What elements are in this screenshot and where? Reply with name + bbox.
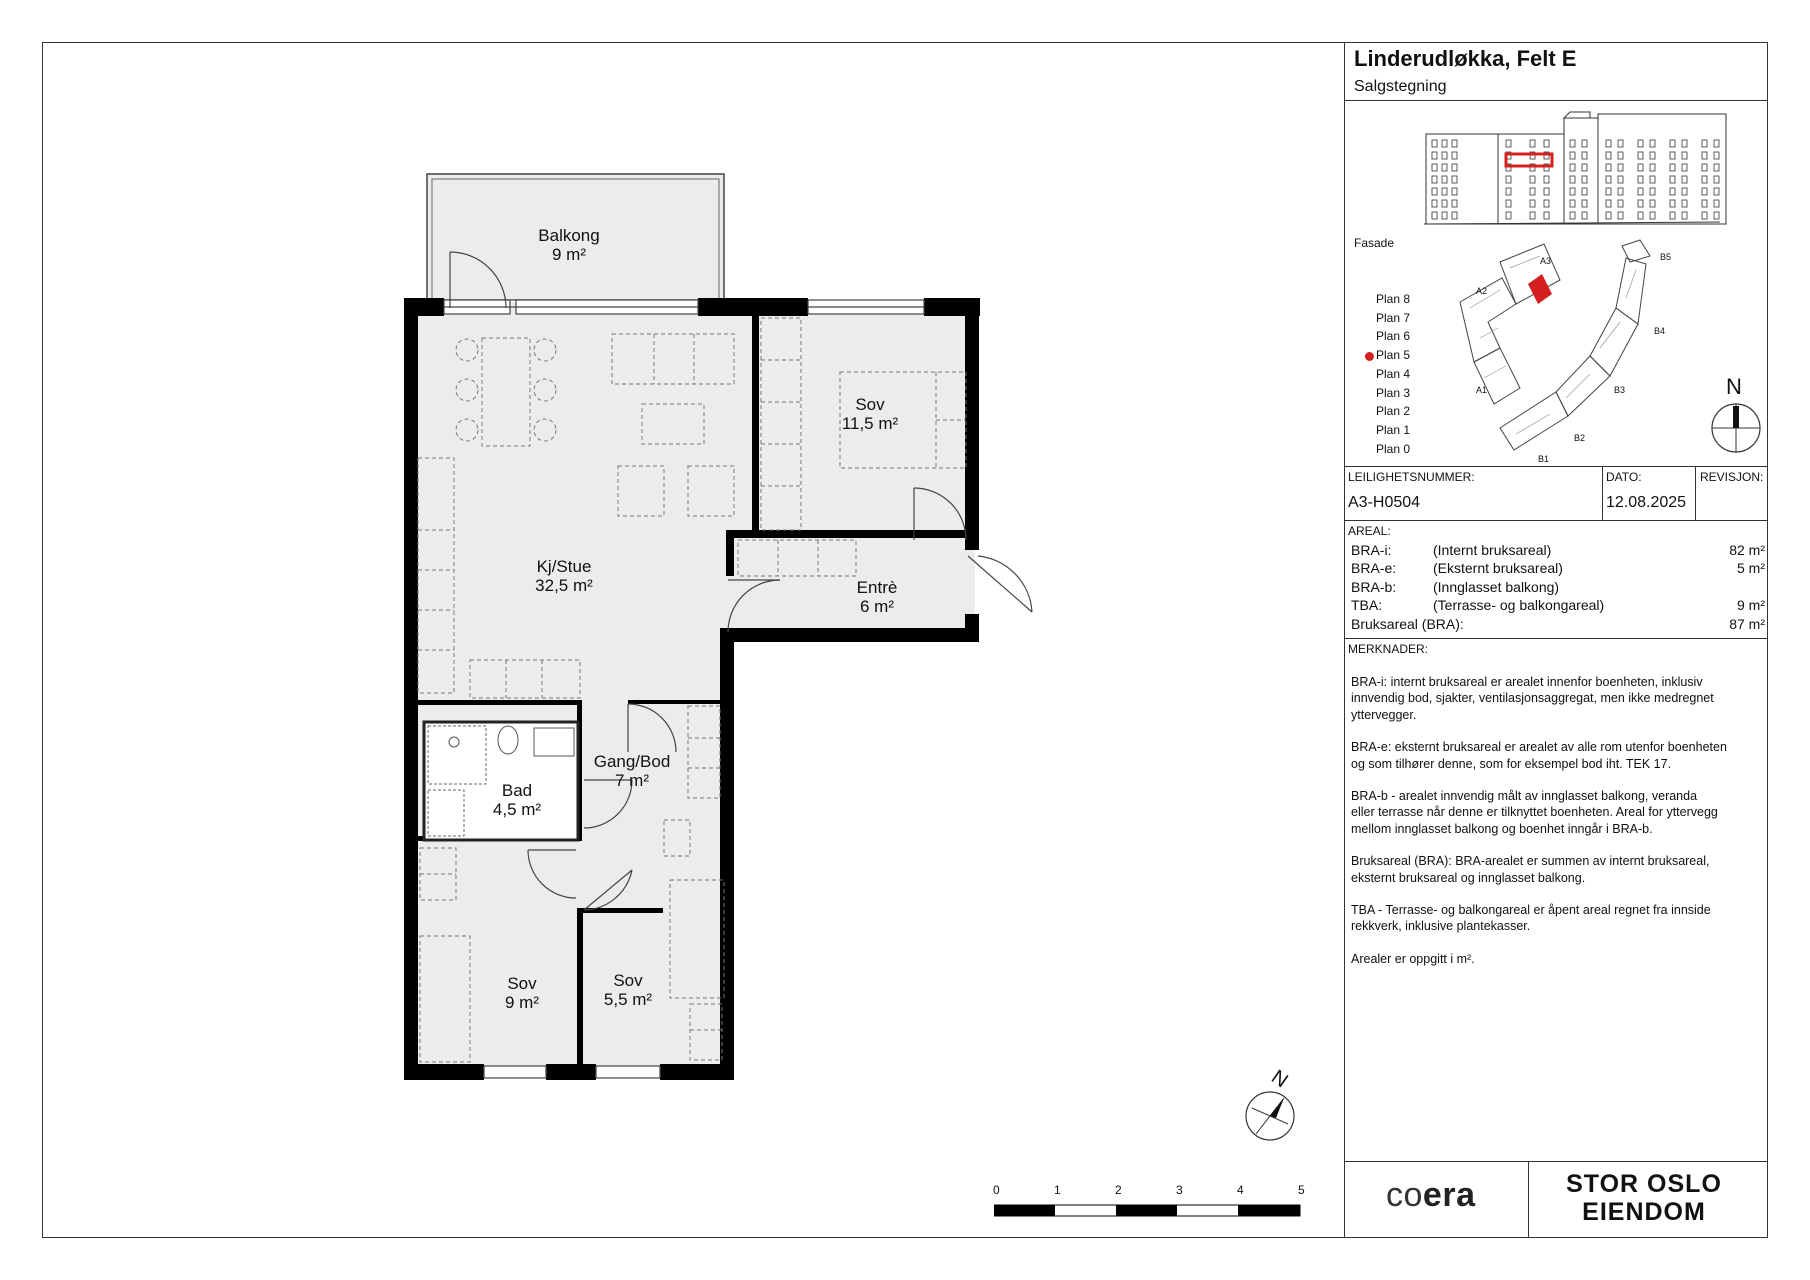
area-value: 9 m² <box>1737 597 1765 614</box>
note-line: og som tilhører denne, som for eksempel bod iht. TEK 17. <box>1351 756 1672 771</box>
room-label-sov3 <box>604 971 652 1009</box>
room-name: Balkong <box>538 226 600 245</box>
building-label-b3: B3 <box>1614 385 1626 395</box>
note-paragraph <box>1351 902 1727 935</box>
room-name: Sov <box>855 395 885 414</box>
building-label-b5: B5 <box>1660 252 1672 262</box>
room-name: Entrè <box>856 578 898 597</box>
note-line: Bruksareal (BRA): BRA-arealet er summen av internt bruksareal, <box>1351 854 1710 869</box>
scale-tick-1: 1 <box>1054 1183 1061 1197</box>
area-total-value: 87 m² <box>1729 615 1765 632</box>
area-row <box>1351 541 1765 559</box>
storoslo-logo-line2: EIENDOM <box>1582 1198 1706 1226</box>
facade-drawing <box>1420 110 1730 234</box>
building-label-a2: A2 <box>1476 286 1488 296</box>
title-block-border <box>1344 42 1345 1238</box>
unit-number-header: LEILIGHETSNUMMER: <box>1348 470 1475 484</box>
room-name: Gang/Bod <box>593 752 671 771</box>
area-code: BRA-e: <box>1351 560 1397 577</box>
north-label: N <box>1726 374 1742 399</box>
room-label-stue <box>535 557 593 595</box>
area-header: AREAL: <box>1348 524 1391 538</box>
project-title: Linderudløkka, Felt E <box>1354 46 1577 71</box>
area-row <box>1351 596 1765 614</box>
note-line: BRA-i: internt bruksareal er arealet innenfor boenheten, inklusiv <box>1351 675 1703 689</box>
divider <box>1344 100 1768 101</box>
room-name: Kj/Stue <box>536 557 592 576</box>
area-row <box>1351 559 1765 577</box>
area-desc: (Terrasse- og balkongareal) <box>1433 597 1605 614</box>
area-value: 5 m² <box>1737 560 1765 577</box>
building-label-b4: B4 <box>1654 326 1666 336</box>
room-area: 4,5 m² <box>492 800 542 819</box>
floor-plan-2[interactable]: Plan 2 <box>1376 404 1411 419</box>
room-name: Sov <box>507 974 537 993</box>
scale-tick-5: 5 <box>1298 1183 1305 1197</box>
area-table <box>1351 541 1765 633</box>
area-desc: (Internt bruksareal) <box>1433 542 1552 558</box>
room-label-bad <box>493 781 541 819</box>
building-label-b1: B1 <box>1538 454 1550 464</box>
compass-north-label: N <box>1267 1065 1292 1093</box>
room-label-balkong <box>538 226 599 264</box>
room-area: 5,5 m² <box>603 990 653 1009</box>
floor-plan-7[interactable]: Plan 7 <box>1376 310 1411 325</box>
floor-list <box>1376 290 1410 458</box>
area-code: TBA: <box>1351 597 1383 614</box>
area-value: 82 m² <box>1729 542 1765 558</box>
note-line: TBA - Terrasse- og balkongareal er åpent areal regnet fra innside <box>1351 903 1711 918</box>
note-paragraph <box>1351 788 1727 837</box>
coera-logo-light: co <box>1386 1176 1423 1214</box>
area-code: BRA-b: <box>1351 578 1397 595</box>
floor-plan-4[interactable]: Plan 4 <box>1376 366 1411 381</box>
facade-windows <box>1432 140 1719 219</box>
room-label-sov2 <box>505 974 539 1012</box>
notes-header: MERKNADER: <box>1348 642 1429 656</box>
facade-label: Fasade <box>1354 236 1395 250</box>
floor-plan-0[interactable]: Plan 0 <box>1376 441 1411 456</box>
revision-header: REVISJON: <box>1700 470 1764 484</box>
floor-plan-8[interactable]: Plan 8 <box>1376 292 1411 306</box>
note-paragraph <box>1351 951 1727 967</box>
date-value: 12.08.2025 <box>1606 494 1687 511</box>
divider <box>1344 638 1768 639</box>
room-label-sov1 <box>842 395 898 433</box>
note-line: innvendig bod, sjakter, ventilasjonsaggregat, men ikke medregnet <box>1351 691 1714 706</box>
date-header: DATO: <box>1606 470 1642 484</box>
floor-plan-1[interactable]: Plan 1 <box>1376 422 1411 437</box>
divider <box>1344 520 1768 521</box>
scale-tick-0: 0 <box>993 1183 1000 1197</box>
site-plan <box>1440 238 1680 468</box>
north-arrow-icon <box>1708 400 1764 456</box>
divider <box>1344 1161 1768 1162</box>
room-area: 9 m² <box>505 993 539 1012</box>
building-label-a1: A1 <box>1476 385 1488 395</box>
area-desc: (Innglasset balkong) <box>1433 578 1560 595</box>
room-area: 32,5 m² <box>535 576 593 595</box>
scale-bar-graphic <box>994 1204 1304 1218</box>
area-desc: (Eksternt bruksareal) <box>1433 560 1563 577</box>
room-area: 6 m² <box>859 597 894 616</box>
divider <box>1695 466 1696 520</box>
coera-logo-bold: era <box>1422 1176 1476 1214</box>
active-floor-marker <box>1365 352 1374 361</box>
divider <box>1528 1161 1529 1238</box>
note-line: eller terrasse når denne er tilknyttet boenheten. Areal for yttervegg <box>1351 805 1718 820</box>
room-name: Bad <box>501 781 533 800</box>
note-line: eksternt bruksareal og innglasset balkong. <box>1351 870 1586 885</box>
coera-logo <box>1386 1176 1475 1215</box>
room-area: 11,5 m² <box>841 414 899 433</box>
room-area: 7 m² <box>615 771 649 790</box>
building-label-b2: B2 <box>1574 433 1586 443</box>
area-row <box>1351 578 1765 596</box>
note-line: yttervegger. <box>1351 707 1417 722</box>
unit-number-value: A3-H0504 <box>1348 494 1421 511</box>
scale-tick-4: 4 <box>1237 1183 1244 1197</box>
note-line: BRA-e: eksternt bruksareal er arealet av alle rom utenfor boenheten <box>1351 740 1727 755</box>
note-paragraph <box>1351 674 1727 723</box>
note-line: rekkverk, inklusive plantekasser. <box>1351 919 1531 934</box>
area-total-row <box>1351 615 1765 633</box>
room-label-gang <box>594 752 671 790</box>
floor-plan-3[interactable]: Plan 3 <box>1376 385 1411 400</box>
note-paragraph <box>1351 739 1727 772</box>
note-line: mellom innglasset balkong og boenhet inngår i BRA-b. <box>1351 821 1653 836</box>
storoslo-logo-line1: STOR OSLO <box>1566 1170 1722 1198</box>
note-line: BRA-b - arealet innvendig målt av innglasset balkong, veranda <box>1351 789 1698 804</box>
project-subtitle: Salgstegning <box>1354 78 1447 95</box>
room-label-entre <box>857 578 898 616</box>
divider <box>1602 466 1603 520</box>
note-paragraph <box>1351 853 1727 886</box>
notes-body <box>1351 674 1727 967</box>
building-label-a3: A3 <box>1540 256 1552 266</box>
scale-tick-3: 3 <box>1176 1183 1183 1197</box>
floor-plan-5[interactable]: Plan 5 <box>1376 348 1411 363</box>
storoslo-logo <box>1564 1170 1724 1226</box>
room-name: Sov <box>613 971 643 990</box>
scale-tick-2: 2 <box>1115 1183 1122 1197</box>
floor-plan-6[interactable]: Plan 6 <box>1376 329 1411 344</box>
room-area: 9 m² <box>552 245 586 264</box>
area-code: BRA-i: <box>1351 542 1392 558</box>
note-line: Arealer er oppgitt i m². <box>1351 951 1475 966</box>
area-total-label: Bruksareal (BRA): <box>1351 615 1464 632</box>
